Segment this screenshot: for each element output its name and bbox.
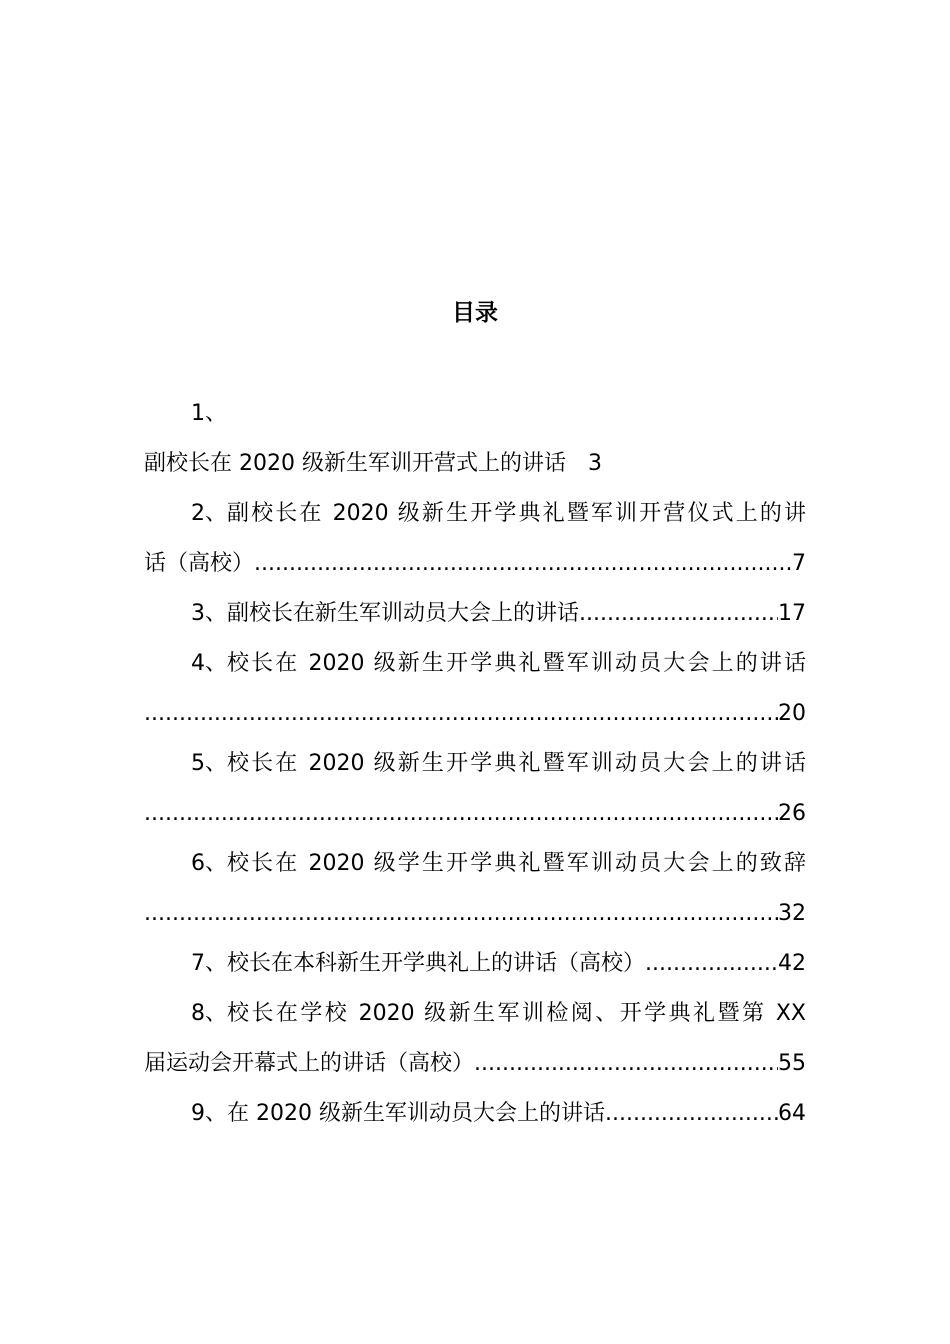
toc-leader-dots xyxy=(144,796,778,832)
toc-leader-dots xyxy=(144,896,778,932)
toc-leader-dots xyxy=(579,596,778,632)
toc-entry-number: 8、 xyxy=(191,1001,227,1026)
toc-entry-text-continued: 话（高校） xyxy=(144,551,255,576)
toc-entry-text: 校长在本科新生开学典礼上的讲话（高校） xyxy=(227,951,646,976)
toc-entry-number: 5、 xyxy=(191,751,227,776)
toc-entry-8-line-2[interactable] xyxy=(144,1046,806,1082)
toc-leader-dots xyxy=(474,1046,778,1082)
toc-entry-text: 校长在 2020 级新生开学典礼暨军训动员大会上的讲话 xyxy=(227,751,806,776)
toc-entry-page: 3 xyxy=(587,451,602,476)
toc-leader-dots xyxy=(254,546,792,582)
toc-entry-text: 副校长在新生军训动员大会上的讲话 xyxy=(227,601,580,626)
toc-entry-text: 副校长在 2020 级新生开学典礼暨军训开营仪式上的讲 xyxy=(227,501,806,526)
toc-entry-4-line-1[interactable] xyxy=(144,646,806,682)
toc-entry-5-line-1[interactable] xyxy=(144,746,806,782)
toc-title: 目录 xyxy=(452,300,498,326)
toc-entry-number: 9、 xyxy=(191,1101,227,1126)
toc-leader-dots xyxy=(605,1096,778,1132)
toc-entry-page: 20 xyxy=(778,701,806,726)
toc-entry-page: 64 xyxy=(778,1101,806,1126)
toc-leader-dots xyxy=(144,696,778,732)
toc-entry-number: 1、 xyxy=(191,401,227,426)
toc-entry-text: 校长在 2020 级新生开学典礼暨军训动员大会上的讲话 xyxy=(227,651,806,676)
toc-entry-number: 4、 xyxy=(191,651,227,676)
toc-entry-6-line-1[interactable] xyxy=(144,846,806,882)
toc-entry-number: 2、 xyxy=(191,501,227,526)
toc-entry-page: 26 xyxy=(778,801,806,826)
toc-entry-page: 7 xyxy=(792,551,806,576)
toc-entry-1-number-line[interactable] xyxy=(144,396,806,432)
toc-entry-4-line-2[interactable] xyxy=(144,696,806,732)
toc-entry-text: 校长在 2020 级学生开学典礼暨军训动员大会上的致辞 xyxy=(227,851,806,876)
toc-entry-page: 17 xyxy=(778,601,806,626)
toc-entry-text-continued: 届运动会开幕式上的讲话（高校） xyxy=(144,1051,475,1076)
toc-entry-page: 55 xyxy=(778,1051,806,1076)
toc-entry-page: 32 xyxy=(778,901,806,926)
toc-entry-page: 42 xyxy=(778,951,806,976)
toc-entry-7[interactable] xyxy=(144,946,806,982)
toc-entry-number: 3、 xyxy=(191,601,227,626)
toc-entry-9[interactable] xyxy=(144,1096,806,1132)
toc-entry-1-text-line[interactable] xyxy=(144,446,806,482)
toc-entry-2-line-1[interactable] xyxy=(144,496,806,532)
toc-leader-dots xyxy=(645,946,778,982)
toc-entry-8-line-1[interactable] xyxy=(144,996,806,1032)
toc-entry-6-line-2[interactable] xyxy=(144,896,806,932)
toc-entry-5-line-2[interactable] xyxy=(144,796,806,832)
toc-entry-text: 副校长在 2020 级新生军训开营式上的讲话 xyxy=(144,451,566,476)
toc-entry-3[interactable] xyxy=(144,596,806,632)
toc-entry-2-line-2[interactable] xyxy=(144,546,806,582)
toc-entry-text: 在 2020 级新生军训动员大会上的讲话 xyxy=(227,1101,605,1126)
toc-entry-number: 6、 xyxy=(191,851,227,876)
toc-entry-number: 7、 xyxy=(191,951,227,976)
toc-entry-text: 校长在学校 2020 级新生军训检阅、开学典礼暨第 XX xyxy=(227,1001,806,1026)
